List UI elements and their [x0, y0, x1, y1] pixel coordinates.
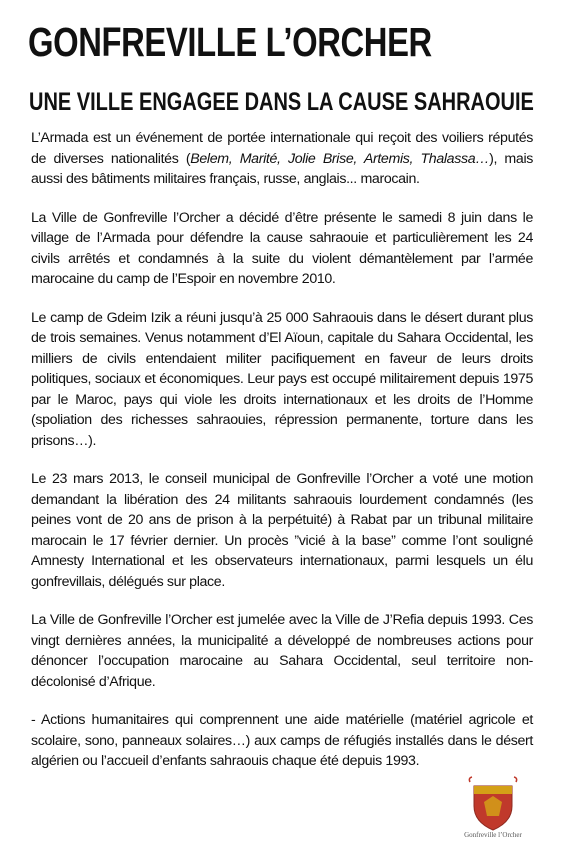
paragraph-armada-intro: L’Armada est un événement de portée internationale qui reçoit des voiliers réputés de diverses nationalités ( [31, 130, 533, 167]
city-coat-of-arms-icon [462, 776, 524, 832]
paragraph-humanitarian: - Actions humanitaires qui comprennent une aide matérielle (matériel agricole et scolaire, sono, panneaux solaires…) aux camps de réfugiés installés dans le désert algérien ou l’accueil d’enfants sahraouis chaque été depuis 1993. [31, 712, 533, 769]
page-subtitle: UNE VILLE ENGAGEE DANS LA CAUSE SAHRAOUIE [29, 88, 534, 116]
paragraph-city-presence: La Ville de Gonfreville l’Orcher a décidé d’être présente le samedi 8 juin dans le village de l’Armada pour défendre la cause sahraouie et particulièrement les 24 civils arrêtés et condamnés à la suite du violent démantèlement par l’armée marocaine du camp de l’Espoir en novembre 2010. [31, 209, 533, 287]
paragraph-motion: Le 23 mars 2013, le conseil municipal de Gonfreville l’Orcher a voté une motion demandant la libération des 24 militants sahraouis lourdement condamnés (les peines vont de 20 ans de prison à la perpétuité) à Rabat par un tribunal militaire marocain le 17 février dernier. Un procès ”vicié à la base” comme l’ont souligné Amnesty International et les observateurs internationaux, parmi lesquels un élu gonfrevillais, délégués sur place. [31, 471, 533, 590]
paragraph-armada [31, 128, 533, 190]
city-logo [462, 776, 524, 846]
paragraph-gdeim-izik: Le camp de Gdeim Izik a réuni jusqu’à 25 000 Sahraouis dans le désert durant plus de trois semaines. Venus notamment d’El Aïoun, capitale du Sahara Occidental, les milliers de civils entendaient militer pacifiquement en faveur de leurs droits politiques, sociaux et économiques. Leur pays est occupé militairement depuis 1975 par le Maroc, pays qui viole les droits internationaux et les droits de l’Homme (spoliation des richesses sahraouies, répression permanente, torture dans les prisons…). [31, 309, 533, 449]
page-title: GONFREVILLE L’ORCHER [28, 19, 432, 65]
paragraph-twinning: La Ville de Gonfreville l’Orcher est jumelée avec la Ville de J’Refia depuis 1993. Ces vingt dernières années, la municipalité a développé de nombreuses actions pour dénoncer l’occupation marocaine au Sahara Occidental, seul territoire non-décolonisé d’Afrique. [31, 612, 533, 690]
paragraph-armada-outro: ), mais aussi des bâtiments militaires français, russe, anglais... marocain. [31, 150, 533, 187]
ship-names: Belem, Marité, Jolie Brise, Artemis, Thalassa… [190, 150, 490, 167]
article-body [31, 128, 533, 772]
logo-caption: Gonfreville l’Orcher [464, 831, 522, 839]
